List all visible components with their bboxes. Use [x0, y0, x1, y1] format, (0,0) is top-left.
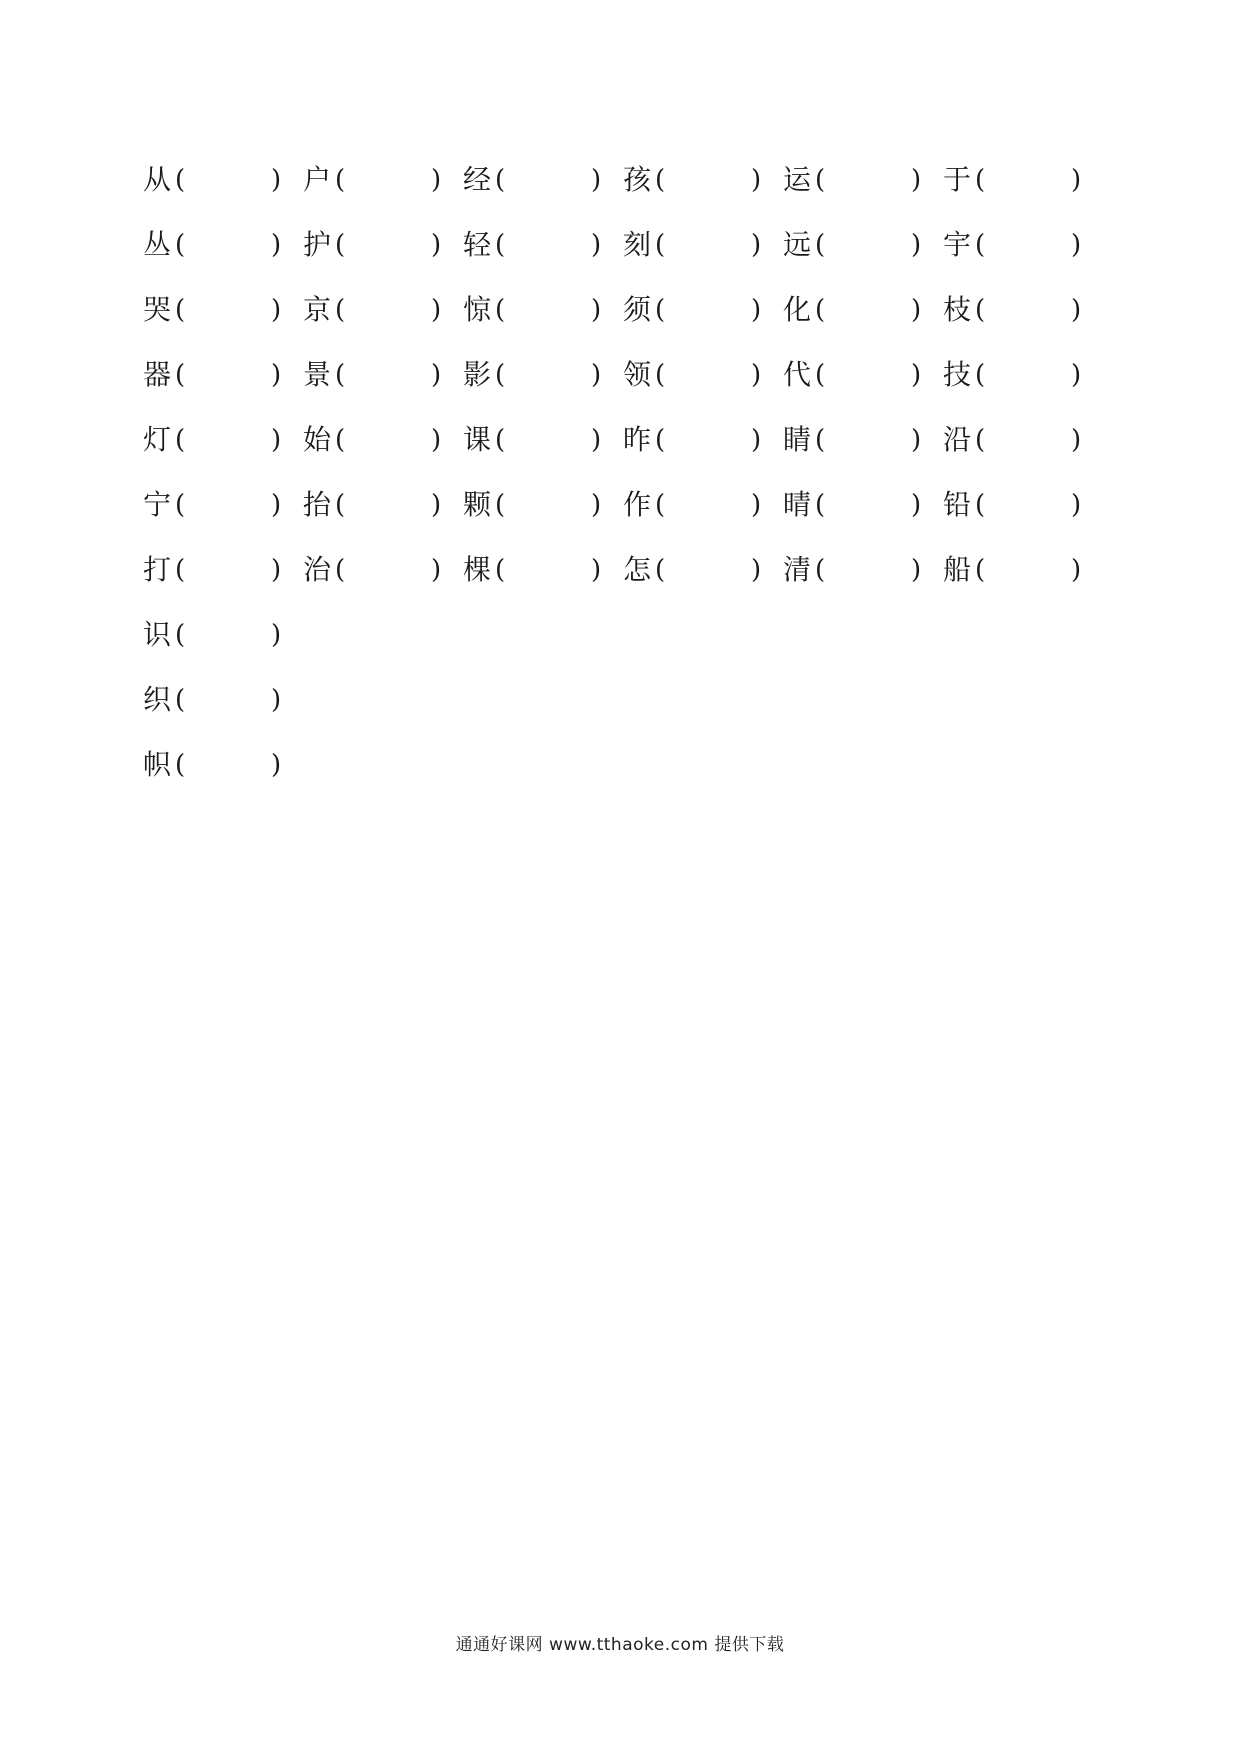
open-paren: (: [815, 230, 826, 260]
close-paren: ): [1071, 555, 1082, 585]
answer-blank[interactable]: [991, 166, 1067, 194]
answer-blank[interactable]: [191, 426, 267, 454]
pinyin-item: [463, 355, 618, 395]
worksheet-row: [143, 160, 1103, 200]
close-paren: ): [591, 360, 602, 390]
open-paren: (: [975, 230, 986, 260]
character: 作: [623, 488, 652, 521]
close-paren: ): [751, 295, 762, 325]
pinyin-item: [943, 290, 1098, 330]
pinyin-item: [623, 355, 778, 395]
answer-blank[interactable]: [191, 231, 267, 259]
close-paren: ): [271, 230, 282, 260]
worksheet-row: [143, 225, 1103, 265]
answer-blank[interactable]: [351, 231, 427, 259]
open-paren: (: [655, 165, 666, 195]
character: 清: [783, 553, 812, 586]
close-paren: ): [911, 295, 922, 325]
close-paren: ): [1071, 490, 1082, 520]
open-paren: (: [175, 360, 186, 390]
pinyin-item: [143, 290, 298, 330]
pinyin-item: [783, 290, 938, 330]
close-paren: ): [751, 425, 762, 455]
character: 治: [303, 553, 332, 586]
character: 棵: [463, 553, 492, 586]
pinyin-item: [783, 485, 938, 525]
open-paren: (: [655, 295, 666, 325]
answer-blank[interactable]: [671, 361, 747, 389]
answer-blank[interactable]: [831, 556, 907, 584]
character: 技: [943, 358, 972, 391]
character: 沿: [943, 423, 972, 456]
close-paren: ): [271, 685, 282, 715]
answer-blank[interactable]: [191, 491, 267, 519]
open-paren: (: [495, 230, 506, 260]
character: 轻: [463, 228, 492, 261]
answer-blank[interactable]: [511, 556, 587, 584]
open-paren: (: [495, 360, 506, 390]
pinyin-item: [623, 290, 778, 330]
open-paren: (: [975, 425, 986, 455]
close-paren: ): [591, 230, 602, 260]
character: 京: [303, 293, 332, 326]
pinyin-item: [303, 420, 458, 460]
character: 刻: [623, 228, 652, 261]
open-paren: (: [975, 360, 986, 390]
character: 宁: [143, 488, 172, 521]
worksheet-row: [143, 290, 1103, 330]
worksheet-row: [143, 485, 1103, 525]
character: 昨: [623, 423, 652, 456]
pinyin-item: [943, 550, 1098, 590]
pinyin-item: [463, 550, 618, 590]
answer-blank[interactable]: [831, 166, 907, 194]
character: 晴: [783, 488, 812, 521]
close-paren: ): [751, 360, 762, 390]
pinyin-item: [463, 420, 618, 460]
pinyin-item: [143, 420, 298, 460]
character: 宇: [943, 228, 972, 261]
pinyin-item: [143, 550, 298, 590]
pinyin-item: [303, 160, 458, 200]
open-paren: (: [655, 555, 666, 585]
character: 于: [943, 163, 972, 196]
answer-blank[interactable]: [831, 361, 907, 389]
open-paren: (: [495, 165, 506, 195]
answer-blank[interactable]: [831, 296, 907, 324]
answer-blank[interactable]: [511, 296, 587, 324]
close-paren: ): [271, 165, 282, 195]
pinyin-item: [143, 745, 298, 785]
character: 器: [143, 358, 172, 391]
character: 抬: [303, 488, 332, 521]
character: 铅: [943, 488, 972, 521]
close-paren: ): [431, 425, 442, 455]
open-paren: (: [335, 165, 346, 195]
answer-blank[interactable]: [511, 166, 587, 194]
character: 睛: [783, 423, 812, 456]
pinyin-item: [463, 485, 618, 525]
open-paren: (: [975, 295, 986, 325]
open-paren: (: [815, 555, 826, 585]
close-paren: ): [431, 165, 442, 195]
character: 船: [943, 553, 972, 586]
close-paren: ): [911, 490, 922, 520]
worksheet-row: [143, 420, 1103, 460]
close-paren: ): [1071, 425, 1082, 455]
pinyin-item: [943, 355, 1098, 395]
open-paren: (: [335, 230, 346, 260]
pinyin-item: [943, 225, 1098, 265]
close-paren: ): [911, 230, 922, 260]
answer-blank[interactable]: [351, 491, 427, 519]
close-paren: ): [591, 490, 602, 520]
answer-blank[interactable]: [831, 426, 907, 454]
answer-blank[interactable]: [991, 556, 1067, 584]
answer-blank[interactable]: [991, 361, 1067, 389]
character: 化: [783, 293, 812, 326]
character: 护: [303, 228, 332, 261]
character: 远: [783, 228, 812, 261]
pinyin-item: [943, 160, 1098, 200]
pinyin-item: [463, 290, 618, 330]
open-paren: (: [335, 555, 346, 585]
open-paren: (: [495, 490, 506, 520]
open-paren: (: [655, 360, 666, 390]
character: 从: [143, 163, 172, 196]
close-paren: ): [271, 425, 282, 455]
character: 打: [143, 553, 172, 586]
character: 灯: [143, 423, 172, 456]
open-paren: (: [175, 295, 186, 325]
pinyin-item: [783, 355, 938, 395]
close-paren: ): [591, 555, 602, 585]
close-paren: ): [271, 295, 282, 325]
open-paren: (: [495, 295, 506, 325]
pinyin-item: [143, 680, 298, 720]
worksheet-row: [143, 615, 1103, 655]
open-paren: (: [175, 490, 186, 520]
open-paren: (: [655, 230, 666, 260]
open-paren: (: [815, 165, 826, 195]
close-paren: ): [431, 230, 442, 260]
character: 代: [783, 358, 812, 391]
pinyin-item: [463, 160, 618, 200]
close-paren: ): [591, 425, 602, 455]
open-paren: (: [335, 425, 346, 455]
open-paren: (: [815, 490, 826, 520]
open-paren: (: [175, 620, 186, 650]
answer-blank[interactable]: [991, 491, 1067, 519]
answer-blank[interactable]: [351, 296, 427, 324]
close-paren: ): [591, 295, 602, 325]
pinyin-item: [143, 355, 298, 395]
open-paren: (: [495, 555, 506, 585]
answer-blank[interactable]: [191, 751, 267, 779]
character: 惊: [463, 293, 492, 326]
close-paren: ): [751, 165, 762, 195]
close-paren: ): [271, 750, 282, 780]
pinyin-item: [783, 550, 938, 590]
answer-blank[interactable]: [511, 426, 587, 454]
answer-blank[interactable]: [511, 361, 587, 389]
character: 孩: [623, 163, 652, 196]
pinyin-item: [623, 160, 778, 200]
character: 怎: [623, 553, 652, 586]
open-paren: (: [175, 230, 186, 260]
open-paren: (: [975, 490, 986, 520]
close-paren: ): [751, 490, 762, 520]
answer-blank[interactable]: [991, 296, 1067, 324]
pinyin-item: [303, 485, 458, 525]
close-paren: ): [591, 165, 602, 195]
answer-blank[interactable]: [191, 621, 267, 649]
character: 丛: [143, 228, 172, 261]
close-paren: ): [1071, 165, 1082, 195]
worksheet-row: [143, 745, 1103, 785]
close-paren: ): [271, 360, 282, 390]
character: 识: [143, 618, 172, 651]
open-paren: (: [335, 295, 346, 325]
open-paren: (: [175, 425, 186, 455]
pinyin-item: [143, 615, 298, 655]
character: 帜: [143, 748, 172, 781]
answer-blank[interactable]: [671, 166, 747, 194]
open-paren: (: [495, 425, 506, 455]
pinyin-item: [303, 225, 458, 265]
character: 枝: [943, 293, 972, 326]
open-paren: (: [335, 490, 346, 520]
pinyin-item: [143, 485, 298, 525]
pinyin-item: [463, 225, 618, 265]
answer-blank[interactable]: [191, 166, 267, 194]
open-paren: (: [175, 165, 186, 195]
answer-blank[interactable]: [671, 426, 747, 454]
answer-blank[interactable]: [671, 491, 747, 519]
worksheet-row: [143, 550, 1103, 590]
answer-blank[interactable]: [991, 231, 1067, 259]
pinyin-item: [143, 225, 298, 265]
open-paren: (: [655, 490, 666, 520]
open-paren: (: [175, 685, 186, 715]
open-paren: (: [975, 555, 986, 585]
close-paren: ): [911, 165, 922, 195]
open-paren: (: [335, 360, 346, 390]
pinyin-item: [623, 420, 778, 460]
close-paren: ): [271, 555, 282, 585]
close-paren: ): [1071, 295, 1082, 325]
character: 须: [623, 293, 652, 326]
open-paren: (: [815, 295, 826, 325]
close-paren: ): [911, 425, 922, 455]
footer-source-note: 通通好课网 www.tthaoke.com 提供下载: [455, 1635, 785, 1655]
pinyin-item: [623, 485, 778, 525]
open-paren: (: [175, 555, 186, 585]
answer-blank[interactable]: [191, 556, 267, 584]
pinyin-item: [303, 550, 458, 590]
answer-blank[interactable]: [191, 361, 267, 389]
answer-blank[interactable]: [351, 556, 427, 584]
character: 哭: [143, 293, 172, 326]
worksheet-row: [143, 355, 1103, 395]
pinyin-item: [943, 485, 1098, 525]
character: 颗: [463, 488, 492, 521]
open-paren: (: [815, 360, 826, 390]
close-paren: ): [911, 555, 922, 585]
answer-blank[interactable]: [671, 231, 747, 259]
open-paren: (: [175, 750, 186, 780]
pinyin-item: [623, 225, 778, 265]
answer-blank[interactable]: [351, 361, 427, 389]
answer-blank[interactable]: [831, 491, 907, 519]
worksheet-row: [143, 680, 1103, 720]
pinyin-item: [303, 355, 458, 395]
close-paren: ): [431, 490, 442, 520]
pinyin-item: [143, 160, 298, 200]
character: 课: [463, 423, 492, 456]
pinyin-item: [303, 290, 458, 330]
character: 景: [303, 358, 332, 391]
close-paren: ): [271, 620, 282, 650]
close-paren: ): [1071, 360, 1082, 390]
open-paren: (: [815, 425, 826, 455]
answer-blank[interactable]: [511, 491, 587, 519]
close-paren: ): [751, 555, 762, 585]
pinyin-item: [783, 420, 938, 460]
pinyin-item: [623, 550, 778, 590]
close-paren: ): [271, 490, 282, 520]
close-paren: ): [431, 295, 442, 325]
answer-blank[interactable]: [191, 686, 267, 714]
pinyin-item: [783, 225, 938, 265]
pinyin-item: [943, 420, 1098, 460]
character: 运: [783, 163, 812, 196]
character: 户: [303, 163, 332, 196]
answer-blank[interactable]: [351, 166, 427, 194]
answer-blank[interactable]: [191, 296, 267, 324]
answer-blank[interactable]: [351, 426, 427, 454]
close-paren: ): [431, 555, 442, 585]
character: 领: [623, 358, 652, 391]
close-paren: ): [1071, 230, 1082, 260]
close-paren: ): [431, 360, 442, 390]
answer-blank[interactable]: [671, 556, 747, 584]
character: 始: [303, 423, 332, 456]
pinyin-item: [783, 160, 938, 200]
open-paren: (: [975, 165, 986, 195]
open-paren: (: [655, 425, 666, 455]
answer-blank[interactable]: [831, 231, 907, 259]
character: 经: [463, 163, 492, 196]
character: 影: [463, 358, 492, 391]
close-paren: ): [911, 360, 922, 390]
answer-blank[interactable]: [991, 426, 1067, 454]
close-paren: ): [751, 230, 762, 260]
answer-blank[interactable]: [511, 231, 587, 259]
answer-blank[interactable]: [671, 296, 747, 324]
character: 织: [143, 683, 172, 716]
